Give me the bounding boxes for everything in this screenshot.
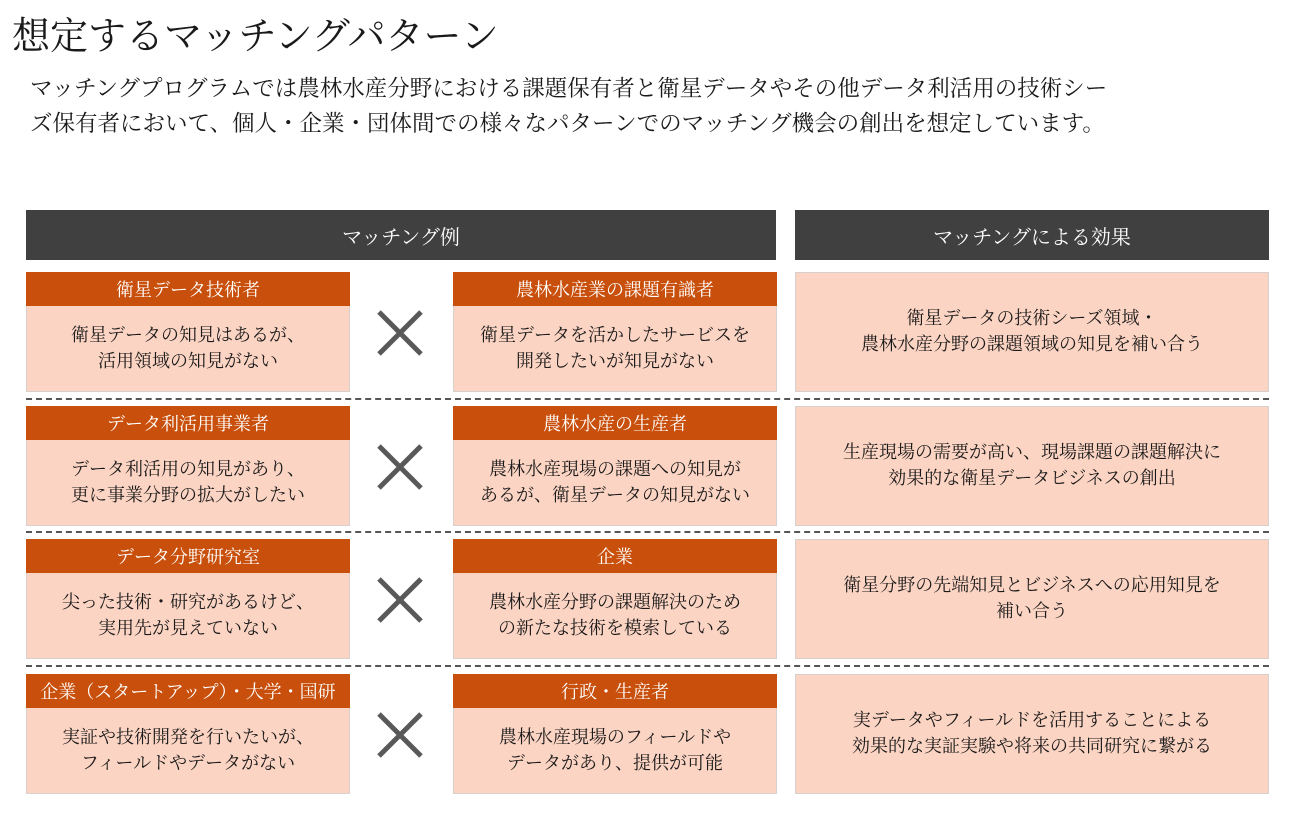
holder-card-right (453, 406, 777, 526)
holder-title: 農林水産業の課題有識者 (453, 272, 777, 306)
holder-description: 実証や技術開発を行いたいが、 フィールドやデータがない (62, 727, 314, 774)
cross-icon (375, 710, 425, 760)
effect-card: 生産現場の需要が高い、現場課題の課題解決に 効果的な衛星データビジネスの創出 (795, 406, 1269, 526)
holder-title: データ分野研究室 (26, 539, 350, 573)
cross-icon (375, 442, 425, 492)
effect-card: 衛星データの技術シーズ領域・ 農林水産分野の課題領域の知見を補い合う (795, 272, 1269, 392)
holder-card-left (26, 539, 350, 659)
matching-row-2 (0, 406, 1293, 530)
page-title: 想定するマッチングパターン (12, 14, 499, 58)
holder-description: データ利活用の知見があり、 更に事業分野の拡大がしたい (71, 459, 305, 506)
holder-card-right (453, 674, 777, 794)
lead-text (30, 72, 1285, 142)
holder-card-left (26, 272, 350, 392)
holder-description: 衛星データを活かしたサービスを 開発したいが知見がない (480, 325, 750, 372)
holder-description: 尖った技術・研究があるけど、 実用先が見えていない (62, 592, 314, 639)
holder-card-right (453, 539, 777, 659)
row-divider (26, 531, 1269, 533)
row-divider (26, 398, 1269, 400)
lead-line-1: マッチングプログラムでは農林水産分野における課題保有者と衛星データやその他データ利活用の技術シー (30, 76, 1108, 102)
header-examples: マッチング例 (26, 210, 776, 260)
lead-line-2: ズ保有者において、個人・企業・団体間での様々なパターンでのマッチング機会の創出を想定しています。 (30, 111, 1105, 137)
cross-icon (375, 575, 425, 625)
holder-title: 農林水産の生産者 (453, 406, 777, 440)
holder-card-right (453, 272, 777, 392)
holder-description: 農林水産分野の課題解決のため の新たな技術を模索している (489, 592, 741, 639)
effect-card: 実データやフィールドを活用することによる 効果的な実証実験や将来の共同研究に繋がる (795, 674, 1269, 794)
cross-icon (375, 308, 425, 358)
holder-title: 企業（スタートアップ）・大学・国研 (26, 674, 350, 708)
holder-title: 衛星データ技術者 (26, 272, 350, 306)
matching-row-4 (0, 674, 1293, 798)
header-effects: マッチングによる効果 (795, 210, 1269, 260)
holder-description: 衛星データの知見はあるが、 活用領域の知見がない (71, 325, 305, 372)
holder-title: 企業 (453, 539, 777, 573)
row-divider (26, 665, 1269, 667)
effect-card: 衛星分野の先端知見とビジネスへの応用知見を 補い合う (795, 539, 1269, 659)
holder-card-left (26, 674, 350, 794)
holder-title: 行政・生産者 (453, 674, 777, 708)
holder-card-left (26, 406, 350, 526)
matching-row-1 (0, 272, 1293, 396)
matching-row-3 (0, 539, 1293, 663)
holder-description: 農林水産現場の課題への知見が あるが、衛星データの知見がない (480, 459, 750, 506)
holder-description: 農林水産現場のフィールドや データがあり、提供が可能 (498, 727, 732, 774)
holder-title: データ利活用事業者 (26, 406, 350, 440)
